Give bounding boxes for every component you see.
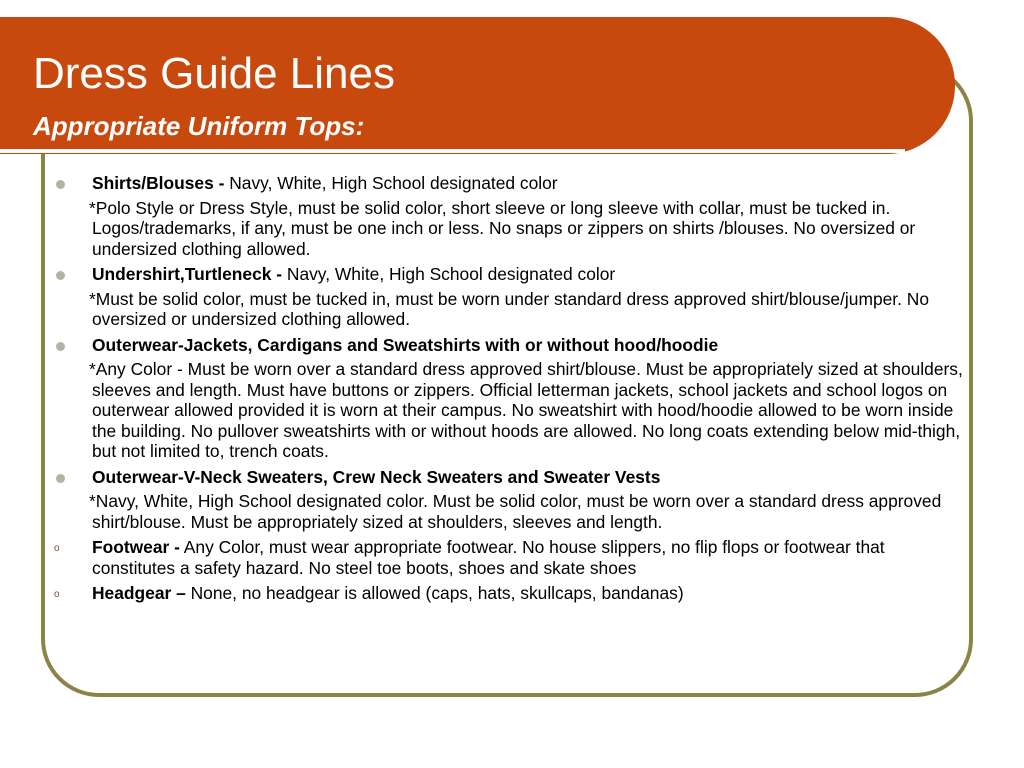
item-heading: Headgear – — [92, 583, 186, 603]
item-text: None, no headgear is allowed (caps, hats, skullcaps, bandanas) — [185, 583, 684, 603]
title-bar — [0, 17, 955, 154]
list-item-undershirt-turtleneck — [50, 264, 968, 330]
item-detail: *Navy, White, High School designated color. Must be solid color, must be worn over a standard dress approved shirt/blouse. Must be appropriately sized at shoulders, sleeves and length. — [89, 491, 942, 532]
slide-subtitle: Appropriate Uniform Tops: — [33, 111, 365, 141]
item-detail: *Polo Style or Dress Style, must be solid color, short sleeve or long sleeve with collar, must be tucked in. Logos/trademarks, if any, must be one inch or less. No snaps or zippers on shirts /blouses. No oversized or undersized clothing allowed. — [89, 197, 916, 259]
item-text: Any Color, must wear appropriate footwear. No house slippers, no flip flops or footwear that constitutes a safety hazard. No steel toe boots, shoes and skate shoes — [92, 537, 885, 578]
disc-bullet-icon — [56, 271, 65, 280]
list-item-headgear — [50, 583, 968, 604]
item-heading: Outerwear-V-Neck Sweaters, Crew Neck Sweaters and Sweater Vests — [92, 466, 661, 487]
guidelines-list — [50, 173, 968, 604]
item-heading: Footwear - — [92, 537, 180, 557]
item-text: Navy, White, High School designated color — [282, 264, 616, 284]
disc-bullet-icon — [56, 474, 65, 483]
disc-bullet-icon — [56, 180, 65, 189]
item-text: Navy, White, High School designated color — [224, 173, 558, 193]
circle-bullet-icon: o — [54, 589, 60, 600]
list-item-outerwear-sweaters — [50, 467, 968, 533]
title-underline — [0, 149, 905, 153]
item-heading: Shirts/Blouses - — [92, 173, 225, 193]
list-item-footwear — [50, 537, 968, 578]
circle-bullet-icon: o — [54, 543, 60, 554]
disc-bullet-icon — [56, 342, 65, 351]
list-item-shirts-blouses — [50, 173, 968, 259]
list-item-outerwear-jackets — [50, 335, 968, 462]
item-detail: *Must be solid color, must be tucked in, must be worn under standard dress approved shirt/blouse/jumper. No oversized or undersized clothing allowed. — [89, 288, 930, 329]
item-heading: Undershirt,Turtleneck - — [92, 264, 283, 284]
item-detail: *Any Color - Must be worn over a standard dress approved shirt/blouse. Must be appropriately sized at shoulders, sleeves and length. Must have buttons or zippers. Official letterman jackets, school jackets and school logos on outerwear allowed provided it is worn at their campus. No sweatshirt with hood/hoodie allowed to be worn inside the building. No pullover sweatshirts with or without hoods are allowed. No long coats extending below mid-thigh, but not limited to, trench coats. — [89, 359, 963, 461]
item-heading: Outerwear-Jackets, Cardigans and Sweatshirts with or without hood/hoodie — [92, 334, 719, 355]
slide-title: Dress Guide Lines — [33, 49, 395, 98]
